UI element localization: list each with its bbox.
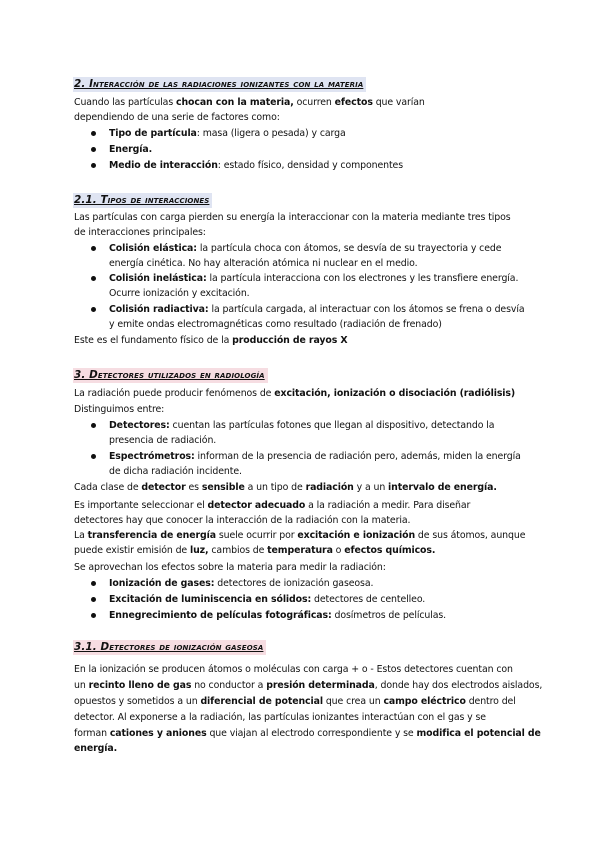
s3-para-2-line-1: Es importante seleccionar el detector adecuado a la radiación a medir. Para diseñar bbox=[74, 500, 471, 511]
s2-intro-line-2: dependiendo de una serie de factores como: bbox=[74, 112, 280, 123]
section-2-1-heading: 2.1. Tipos de interacciones bbox=[73, 193, 212, 208]
s21-bullet-2-line-2: Ocurre ionización y excitación. bbox=[109, 288, 250, 299]
s3-para-2-line-2: detectores hay que conocer la interacción de la radiación con la materia. bbox=[74, 515, 411, 526]
bullet-dot-icon bbox=[91, 597, 96, 602]
s3-bullet-1-line-2: presencia de radiación. bbox=[109, 435, 217, 446]
s2-bullet-2: Energía. bbox=[109, 144, 153, 155]
s21-intro-line-2: de interacciones principales: bbox=[74, 227, 206, 238]
s31-line-1: En la ionización se producen átomos o moléculas con carga + o - Estos detectores cuentan con bbox=[74, 664, 513, 675]
bullet-dot-icon bbox=[91, 454, 96, 459]
bullet-dot-icon bbox=[91, 246, 96, 251]
s3-para-4: Se aprovechan los efectos sobre la materia para medir la radiación: bbox=[74, 562, 386, 573]
section-2-heading: 2. Interacción de las radiaciones ionizantes con la materia bbox=[73, 77, 366, 92]
s31-line-2: un recinto lleno de gas no conductor a presión determinada, donde hay dos electrodos aislados, bbox=[74, 680, 543, 691]
s2-bullet-1: Tipo de partícula: masa (ligera o pesada) y carga bbox=[109, 128, 346, 139]
s21-bullet-3-line-2: y emite ondas electromagnéticas como resultado (radiación de frenado) bbox=[109, 319, 442, 330]
s2-bullet-3: Medio de interacción: estado físico, densidad y componentes bbox=[109, 160, 403, 171]
s21-closing: Este es el fundamento físico de la producción de rayos X bbox=[74, 335, 348, 346]
bullet-dot-icon bbox=[91, 276, 96, 281]
s3-effect-2: Excitación de luminiscencia en sólidos: detectores de centelleo. bbox=[109, 594, 426, 605]
section-3-heading: 3. Detectores utilizados en radiología bbox=[73, 368, 268, 383]
bullet-dot-icon bbox=[91, 423, 96, 428]
s21-bullet-1-line-2: energía cinética. No hay alteración atómica ni nuclear en el medio. bbox=[109, 258, 418, 269]
s21-bullet-2-line-1: Colisión inelástica: la partícula interacciona con los electrones y les transfiere energía. bbox=[109, 273, 519, 284]
s3-effect-3: Ennegrecimiento de películas fotográficas: dosímetros de películas. bbox=[109, 610, 447, 621]
bullet-dot-icon bbox=[91, 307, 96, 312]
s3-effect-1: Ionización de gases: detectores de ionización gaseosa. bbox=[109, 578, 374, 589]
s3-intro-line-2: Distinguimos entre: bbox=[74, 404, 165, 415]
s31-line-4: detector. Al exponerse a la radiación, las partículas ionizantes interactúan con el gas y se bbox=[74, 712, 486, 723]
s21-intro-line-1: Las partículas con carga pierden su energía la interaccionar con la materia mediante tres tipos bbox=[74, 212, 511, 223]
s3-bullet-2-line-2: de dicha radiación incidente. bbox=[109, 466, 242, 477]
bullet-dot-icon bbox=[91, 163, 96, 168]
bullet-dot-icon bbox=[91, 131, 96, 136]
s21-bullet-1-line-1: Colisión elástica: la partícula choca con átomos, se desvía de su trayectoria y cede bbox=[109, 243, 502, 254]
bullet-dot-icon bbox=[91, 613, 96, 618]
s31-line-3: opuestos y sometidos a un diferencial de potencial que crea un campo eléctrico dentro del bbox=[74, 696, 516, 707]
s2-intro-line-1: Cuando las partículas chocan con la materia, ocurren efectos que varían bbox=[74, 97, 425, 108]
s31-line-6: energía. bbox=[74, 743, 118, 754]
bullet-dot-icon bbox=[91, 581, 96, 586]
s3-bullet-2-line-1: Espectrómetros: informan de la presencia de radiación pero, además, miden la energía bbox=[109, 451, 521, 462]
s21-bullet-3-line-1: Colisión radiactiva: la partícula cargada, al interactuar con los átomos se frena o desvía bbox=[109, 304, 525, 315]
s3-intro-line-1: La radiación puede producir fenómenos de excitación, ionización o disociación (radiólisis) bbox=[74, 388, 516, 399]
s3-para-1: Cada clase de detector es sensible a un tipo de radiación y a un intervalo de energía. bbox=[74, 482, 497, 493]
s31-line-5: forman cationes y aniones que viajan al electrodo correspondiente y se modifica el potencial de bbox=[74, 728, 541, 739]
section-3-1-heading: 3.1. Detectores de ionización gaseosa bbox=[73, 640, 266, 655]
s3-para-3-line-1: La transferencia de energía suele ocurrir por excitación e ionización de sus átomos, aunque bbox=[74, 530, 526, 541]
s3-para-3-line-2: puede existir emisión de luz, cambios de temperatura o efectos químicos. bbox=[74, 545, 436, 556]
s3-bullet-1-line-1: Detectores: cuentan las partículas fotones que llegan al dispositivo, detectando la bbox=[109, 420, 495, 431]
bullet-dot-icon bbox=[91, 147, 96, 152]
